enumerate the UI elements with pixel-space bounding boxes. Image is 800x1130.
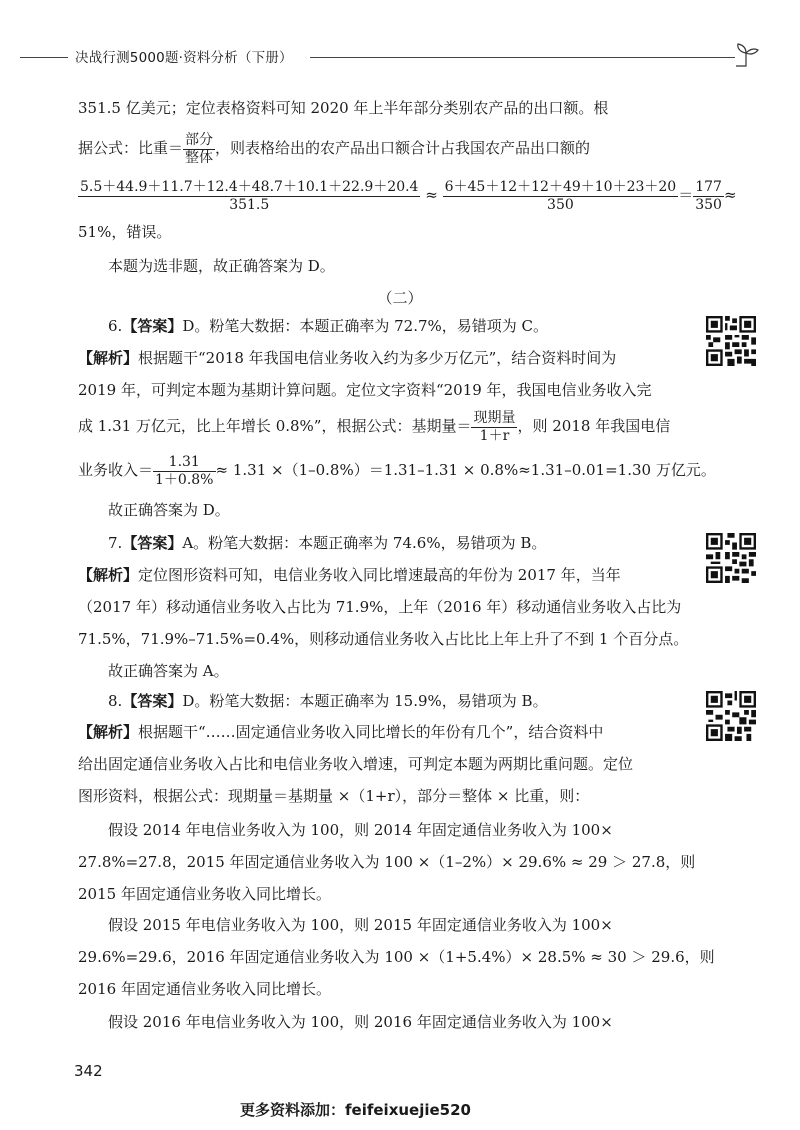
text-span: 据公式：比重＝: [78, 139, 184, 157]
section-heading: （二）: [377, 289, 423, 307]
qr-code-icon[interactable]: [706, 691, 756, 741]
question-number: 8.: [108, 692, 123, 710]
text-line: 图形资料，根据公式：现期量＝基期量 ×（1+r），部分＝整体 × 比重，则：: [78, 787, 590, 805]
numerator: 现期量: [473, 409, 516, 426]
text-line: 假设 2016 年电信业务收入为 100，则 2016 年固定通信业务收入为 100×: [108, 1013, 613, 1031]
analysis-text: 根据题干“……固定通信业务收入同比增长的年份有几个”，结合资料中: [138, 723, 604, 741]
text-line: 29.6%=29.6，2016 年固定通信业务收入为 100 ×（1+5.4%）× 28.5% ≈ 30 ＞ 29.6，则: [78, 948, 715, 966]
text-line-formula: [78, 175, 737, 215]
analysis-line: [78, 565, 621, 585]
question-number: 7.: [108, 534, 123, 552]
denominator: 350: [547, 196, 574, 213]
numerator: 5.5＋44.9＋11.7＋12.4＋48.7＋10.1＋22.9＋20.4: [80, 178, 419, 195]
text-span: 业务收入＝: [78, 461, 154, 479]
footer-prefix: 更多资料添加：: [240, 1101, 346, 1119]
denominator: 1＋0.8%: [155, 471, 214, 488]
analysis-line: [78, 722, 603, 742]
text-line: 假设 2014 年电信业务收入为 100，则 2014 年固定通信业务收入为 100×: [108, 821, 613, 839]
fraction: [183, 132, 215, 167]
text-line: 故正确答案为 A。: [108, 662, 229, 680]
analysis-line: [78, 348, 616, 368]
text-line: 2016 年固定通信业务收入同比增长。: [78, 980, 331, 998]
qr-code-icon[interactable]: [706, 533, 756, 583]
answer-line: [108, 533, 546, 553]
text-span: ，则表格给出的农产品出口额合计占我国农产品出口额的: [215, 139, 591, 157]
text-line: 故正确答案为 D。: [108, 501, 230, 519]
analysis-text: 根据题干“2018 年我国电信业务收入约为多少万亿元”，结合资料时间为: [138, 349, 617, 367]
text-line-formula: [78, 406, 670, 446]
approx-sign: ≈: [723, 186, 737, 204]
header-rule-right: [310, 57, 735, 58]
text-line: 假设 2015 年电信业务收入为 100，则 2015 年固定通信业务收入为 100×: [108, 916, 613, 934]
text-line: 27.8%=27.8，2015 年固定通信业务收入为 100 ×（1–2%）× 29.6% ≈ 29 ＞ 27.8，则: [78, 853, 696, 871]
book-title: 决战行测5000题·资料分析（下册）: [75, 50, 293, 66]
equals-sign: ＝: [678, 186, 694, 204]
denominator: 1＋r: [479, 427, 510, 444]
running-header: [20, 40, 760, 70]
text-span: ，则 2018 年我国电信: [517, 417, 671, 435]
text-line: 351.5 亿美元；定位表格资料可知 2020 年上半年部分类别农产品的出口额。根: [78, 99, 609, 117]
text-line-formula: [78, 450, 716, 490]
text-line: 本题为选非题，故正确答案为 D。: [108, 257, 335, 275]
denominator: 351.5: [229, 196, 270, 213]
numerator: 177: [695, 178, 722, 195]
fraction: [471, 410, 517, 445]
text-span: 成 1.31 万亿元，比上年增长 0.8%”，根据公式：基期量＝: [78, 417, 472, 435]
footer-contact: [240, 1099, 471, 1120]
page-number: 342: [74, 1062, 103, 1080]
question-number: 6.: [108, 317, 123, 335]
answer-line: [108, 316, 548, 336]
text-line-formula: [78, 128, 590, 168]
text-line: 2019 年，可判定本题为基期计算问题。定位文字资料“2019 年，我国电信业务收入完: [78, 381, 652, 399]
denominator: 整体: [185, 149, 214, 166]
qr-code-icon[interactable]: [706, 316, 756, 366]
analysis-text: 定位图形资料可知，电信业务收入同比增速最高的年份为 2017 年，当年: [138, 566, 621, 584]
fraction: [153, 454, 215, 489]
answer-tag: 【答案】: [122, 534, 183, 552]
footer-handle: feifeixuejie520: [345, 1101, 471, 1119]
answer-text: D。粉笔大数据：本题正确率为 72.7%，易错项为 C。: [182, 317, 549, 335]
answer-tag: 【答案】: [122, 317, 183, 335]
text-line: （2017 年）移动通信业务收入占比为 71.9%，上年（2016 年）移动通信业务收入占比为: [78, 598, 682, 616]
analysis-tag: 【解析】: [78, 566, 139, 584]
fraction: [693, 179, 724, 214]
approx-sign: ≈: [425, 186, 438, 204]
analysis-tag: 【解析】: [78, 723, 139, 741]
text-span: ≈ 1.31 ×（1–0.8%）＝1.31–1.31 × 0.8%≈1.31–0.01=1.30 万亿元。: [215, 461, 716, 479]
analysis-tag: 【解析】: [78, 349, 139, 367]
answer-text: D。粉笔大数据：本题正确率为 15.9%，易错项为 B。: [182, 692, 548, 710]
denominator: 350: [695, 196, 722, 213]
numerator: 1.31: [153, 454, 215, 472]
answer-text: A。粉笔大数据：本题正确率为 74.6%，易错项为 B。: [182, 534, 547, 552]
answer-line: [108, 691, 548, 711]
fraction: [443, 179, 679, 214]
sprout-icon: [732, 40, 760, 68]
answer-tag: 【答案】: [122, 692, 183, 710]
numerator: 6＋45＋12＋12＋49＋10＋23＋20: [444, 178, 677, 195]
text-line: 2015 年固定通信业务收入同比增长。: [78, 885, 331, 903]
header-rule-left: [20, 57, 68, 58]
numerator: 部分: [185, 131, 214, 148]
text-line: 51%，错误。: [78, 223, 172, 241]
text-line: 71.5%，71.9%–71.5%=0.4%，则移动通信业务收入占比比上年上升了不到 1 个百分点。: [78, 630, 689, 648]
text-line: 给出固定通信业务收入占比和电信业务收入增速，可判定本题为两期比重问题。定位: [78, 755, 634, 773]
fraction: [78, 179, 420, 214]
